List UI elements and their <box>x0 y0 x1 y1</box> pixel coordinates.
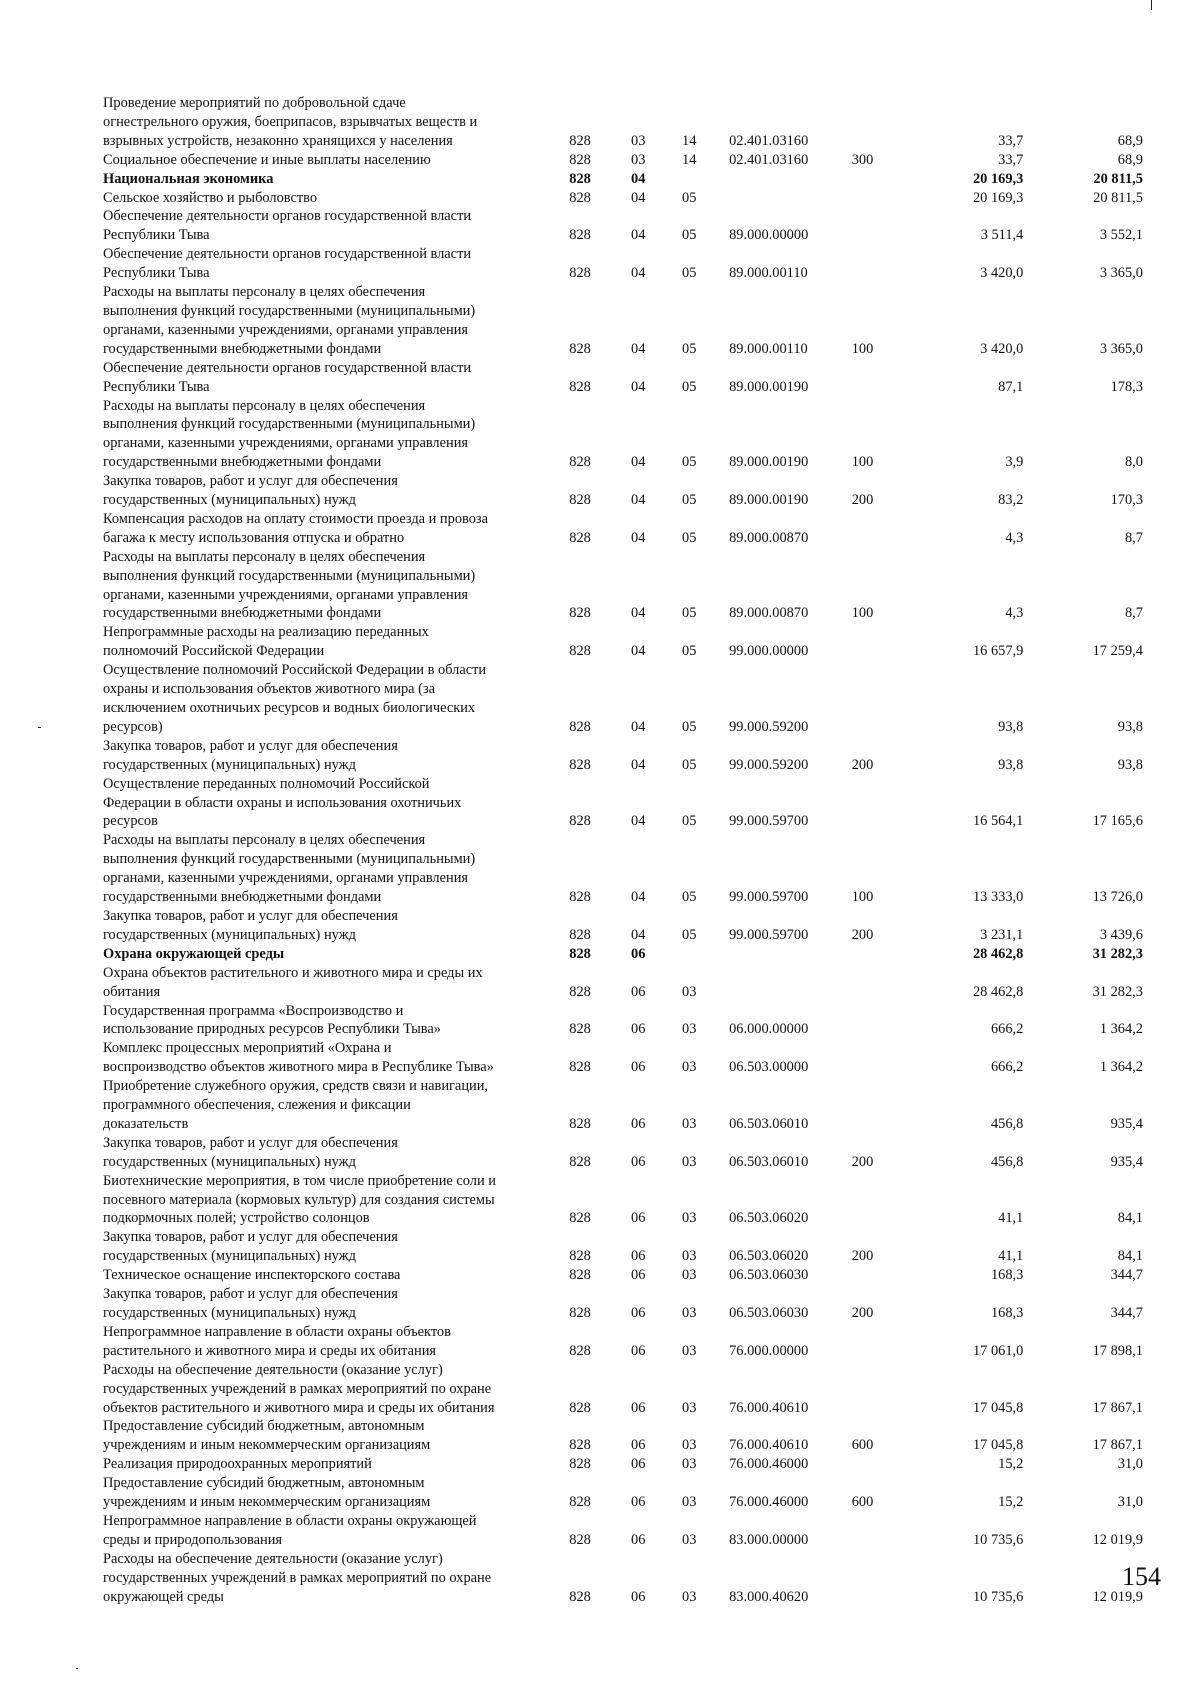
amount-year-1: 87,1 <box>998 378 1024 395</box>
row-name: Закупка товаров, работ и услуг для обеспечения государственных (муниципальных) нужд <box>103 1229 398 1265</box>
row-name: Закупка товаров, работ и услуг для обеспечения государственных (муниципальных) нужд <box>103 1286 398 1321</box>
subsection-code: 05 <box>682 926 697 943</box>
subsection-code: 03 <box>682 1399 697 1416</box>
amount-year-1: 4,3 <box>1005 529 1024 546</box>
expense-type-code: 100 <box>851 605 874 622</box>
amount-year-1: 168,3 <box>990 1305 1024 1321</box>
expense-type-code: 200 <box>851 492 874 509</box>
amount-year-1: 168,3 <box>990 1267 1024 1284</box>
expense-type-code: 200 <box>851 1153 874 1170</box>
admin-code: 828 <box>569 945 591 962</box>
admin-code: 828 <box>569 265 591 282</box>
expense-type-code: 100 <box>851 340 874 357</box>
row-name: Охрана окружающей среды <box>103 945 285 962</box>
amount-year-2: 31,0 <box>1117 1494 1143 1511</box>
amount-year-1: 41,1 <box>998 1210 1024 1227</box>
amount-year-2: 13 726,0 <box>1092 889 1143 906</box>
subsection-code: 03 <box>682 1267 697 1284</box>
target-article-code: 76.000.40610 <box>729 1399 809 1416</box>
row-name: Национальная экономика <box>103 170 274 187</box>
amount-year-1: 456,8 <box>990 1153 1024 1170</box>
table-row <box>103 1323 1143 1361</box>
subsection-code: 05 <box>682 605 697 622</box>
section-code: 04 <box>631 889 646 906</box>
table-row <box>103 1228 1143 1266</box>
admin-code: 828 <box>569 1248 591 1265</box>
amount-year-2: 84,1 <box>1117 1248 1143 1265</box>
section-code: 04 <box>631 340 646 357</box>
target-article-code: 83.000.40620 <box>729 1588 809 1605</box>
amount-year-2: 68,9 <box>1117 132 1143 149</box>
amount-year-1: 16 657,9 <box>972 643 1024 660</box>
admin-code: 828 <box>569 1115 591 1132</box>
admin-code: 828 <box>569 1153 591 1170</box>
amount-year-1: 17 061,0 <box>972 1342 1024 1359</box>
subsection-code: 05 <box>682 492 697 509</box>
amount-year-1: 3 420,0 <box>980 340 1024 357</box>
target-article-code: 76.000.46000 <box>729 1456 809 1473</box>
section-code: 06 <box>631 983 646 1000</box>
table-row <box>103 737 1143 775</box>
section-code: 04 <box>631 529 646 546</box>
row-name: Расходы на выплаты персоналу в целях обеспечения выполнения функций государственными (муниципальными) органами, казенными учреждениями, органами управления государственными внебюджетными фондами <box>103 397 476 471</box>
table-row <box>103 623 1143 661</box>
row-name: Охрана объектов растительного и животного мира и среды их обитания <box>103 964 483 1000</box>
target-article-code: 89.000.00870 <box>729 605 809 622</box>
amount-year-2: 31 282,3 <box>1092 983 1143 1000</box>
amount-year-2: 17 898,1 <box>1092 1342 1143 1359</box>
table-row <box>103 661 1143 737</box>
amount-year-1: 33,7 <box>998 132 1024 149</box>
target-article-code: 06.503.06010 <box>729 1115 809 1132</box>
table-row <box>103 831 1143 907</box>
target-article-code: 06.000.00000 <box>729 1021 809 1038</box>
row-name: Сельское хозяйство и рыболовство <box>103 189 318 206</box>
target-article-code: 06.503.06030 <box>729 1305 809 1321</box>
target-article-code: 89.000.00190 <box>729 454 809 471</box>
table-row <box>103 245 1143 283</box>
row-name: Приобретение служебного оружия, средств связи и навигации, программного обеспечения, слежения и фиксации доказательств <box>103 1078 489 1132</box>
table-row <box>103 964 1143 1002</box>
row-name: Расходы на выплаты персоналу в целях обеспечения выполнения функций государственными (муниципальными) органами, казенными учреждениями, органами управления государственными внебюджетными фондами <box>103 832 476 906</box>
table-row <box>103 1077 1143 1134</box>
table-row <box>103 397 1143 473</box>
row-name: Обеспечение деятельности органов государственной власти Республики Тыва <box>103 246 472 282</box>
amount-year-2: 3 552,1 <box>1099 227 1143 244</box>
section-code: 04 <box>631 378 646 395</box>
table-row <box>103 189 1143 208</box>
subsection-code: 14 <box>682 132 697 149</box>
row-name: Расходы на обеспечение деятельности (оказание услуг) государственных учреждений в рамках мероприятий по охране окружающей среды <box>103 1550 492 1605</box>
subsection-code: 03 <box>682 1248 697 1265</box>
section-code: 06 <box>631 1021 646 1038</box>
admin-code: 828 <box>569 889 591 906</box>
table-row <box>103 207 1143 245</box>
section-code: 06 <box>631 1456 646 1473</box>
table-row <box>103 1266 1143 1285</box>
target-article-code: 99.000.59200 <box>729 756 809 773</box>
subsection-code: 14 <box>682 151 697 168</box>
scan-mark <box>38 727 41 728</box>
amount-year-1: 3,9 <box>1005 454 1024 471</box>
subsection-code: 05 <box>682 189 697 206</box>
amount-year-2: 12 019,9 <box>1092 1588 1143 1605</box>
subsection-code: 03 <box>682 983 697 1000</box>
row-name: Закупка товаров, работ и услуг для обеспечения государственных (муниципальных) нужд <box>103 473 398 509</box>
section-code: 06 <box>631 1267 646 1284</box>
row-name: Осуществление полномочий Российской Федерации в области охраны и использования объектов животного мира (за исключением охотничьих ресурсов и водных биологических ресурсов) <box>103 662 487 735</box>
row-name: Расходы на выплаты персоналу в целях обеспечения выполнения функций государственными (муниципальными) органами, казенными учреждениями, органами управления государственными внебюджетными фондами <box>103 548 476 622</box>
subsection-code: 03 <box>682 1210 697 1227</box>
section-code: 06 <box>631 1210 646 1227</box>
amount-year-1: 456,8 <box>990 1115 1024 1132</box>
admin-code: 828 <box>569 983 591 1000</box>
amount-year-1: 17 045,8 <box>972 1437 1024 1454</box>
amount-year-2: 1 364,2 <box>1099 1021 1143 1038</box>
amount-year-1: 15,2 <box>998 1456 1024 1473</box>
admin-code: 828 <box>569 926 591 943</box>
admin-code: 828 <box>569 1342 591 1359</box>
subsection-code: 03 <box>682 1588 697 1605</box>
subsection-code: 03 <box>682 1153 697 1170</box>
section-code: 04 <box>631 170 646 187</box>
subsection-code: 05 <box>682 454 697 471</box>
amount-year-1: 15,2 <box>998 1494 1024 1511</box>
admin-code: 828 <box>569 1399 591 1416</box>
row-name: Закупка товаров, работ и услуг для обеспечения государственных (муниципальных) нужд <box>103 737 398 773</box>
table-row <box>103 1285 1143 1323</box>
amount-year-2: 3 365,0 <box>1099 340 1143 357</box>
table-row <box>103 1002 1143 1040</box>
subsection-code: 05 <box>682 529 697 546</box>
target-article-code: 99.000.00000 <box>729 643 809 660</box>
target-article-code: 89.000.00870 <box>729 529 809 546</box>
amount-year-1: 93,8 <box>998 756 1024 773</box>
admin-code: 828 <box>569 1437 591 1454</box>
section-code: 04 <box>631 718 646 735</box>
admin-code: 828 <box>569 1021 591 1038</box>
admin-code: 828 <box>569 813 591 830</box>
admin-code: 828 <box>569 454 591 471</box>
section-code: 06 <box>631 1059 646 1076</box>
amount-year-1: 17 045,8 <box>972 1399 1024 1416</box>
amount-year-1: 33,7 <box>998 151 1024 168</box>
amount-year-1: 20 169,3 <box>972 170 1024 187</box>
amount-year-1: 93,8 <box>998 718 1024 735</box>
admin-code: 828 <box>569 718 591 735</box>
target-article-code: 83.000.00000 <box>729 1531 809 1548</box>
table-row <box>103 1474 1143 1512</box>
amount-year-1: 28 462,8 <box>972 945 1024 962</box>
target-article-code: 89.000.00000 <box>729 227 809 244</box>
row-name: Компенсация расходов на оплату стоимости проезда и провоза багажа к месту использования отпуска и обратно <box>103 510 488 546</box>
subsection-code: 05 <box>682 643 697 660</box>
amount-year-2: 178,3 <box>1110 378 1143 395</box>
section-code: 06 <box>631 1305 646 1321</box>
target-article-code: 99.000.59700 <box>729 889 809 906</box>
subsection-code: 05 <box>682 340 697 357</box>
table-row <box>103 472 1143 510</box>
expense-type-code: 100 <box>851 889 874 906</box>
amount-year-2: 68,9 <box>1117 151 1143 168</box>
section-code: 03 <box>631 132 646 149</box>
expense-type-code: 300 <box>851 151 874 168</box>
admin-code: 828 <box>569 492 591 509</box>
target-article-code: 06.503.06020 <box>729 1210 809 1227</box>
subsection-code: 05 <box>682 889 697 906</box>
target-article-code: 89.000.00190 <box>729 492 809 509</box>
amount-year-1: 666,2 <box>990 1021 1024 1038</box>
table-row <box>103 1361 1143 1418</box>
admin-code: 828 <box>569 170 591 187</box>
table-row <box>103 1134 1143 1172</box>
row-name: Непрограммное направление в области охраны объектов растительного и животного мира и среды их обитания <box>103 1323 451 1359</box>
admin-code: 828 <box>569 529 591 546</box>
target-article-code: 89.000.00190 <box>729 378 809 395</box>
subsection-code: 03 <box>682 1437 697 1454</box>
subsection-code: 05 <box>682 813 697 830</box>
amount-year-2: 3 439,6 <box>1099 926 1143 943</box>
amount-year-2: 935,4 <box>1110 1153 1143 1170</box>
subsection-code: 03 <box>682 1305 697 1321</box>
target-article-code: 99.000.59700 <box>729 813 809 830</box>
target-article-code: 02.401.03160 <box>729 132 809 149</box>
admin-code: 828 <box>569 1456 591 1473</box>
admin-code: 828 <box>569 756 591 773</box>
row-name: Закупка товаров, работ и услуг для обеспечения государственных (муниципальных) нужд <box>103 1134 398 1170</box>
amount-year-1: 3 511,4 <box>980 227 1024 244</box>
expense-type-code: 600 <box>851 1437 874 1454</box>
subsection-code: 05 <box>682 378 697 395</box>
amount-year-1: 41,1 <box>998 1248 1024 1265</box>
amount-year-2: 93,8 <box>1117 718 1143 735</box>
admin-code: 828 <box>569 1305 591 1321</box>
target-article-code: 89.000.00110 <box>729 265 808 282</box>
target-article-code: 02.401.03160 <box>729 151 809 168</box>
amount-year-2: 170,3 <box>1110 492 1143 509</box>
amount-year-1: 10 735,6 <box>972 1531 1024 1548</box>
table-row <box>103 775 1143 832</box>
section-code: 06 <box>631 1588 646 1605</box>
section-code: 06 <box>631 1437 646 1454</box>
admin-code: 828 <box>569 1059 591 1076</box>
admin-code: 828 <box>569 340 591 357</box>
subsection-code: 03 <box>682 1342 697 1359</box>
amount-year-2: 20 811,5 <box>1093 170 1143 187</box>
section-code: 04 <box>631 643 646 660</box>
row-name: Расходы на обеспечение деятельности (оказание услуг) государственных учреждений в рамках мероприятий по охране объектов растительного и животного мира и среды их обитания <box>103 1361 495 1416</box>
section-code: 06 <box>631 945 646 962</box>
target-article-code: 76.000.00000 <box>729 1342 809 1359</box>
amount-year-2: 1 364,2 <box>1099 1059 1143 1076</box>
row-name: Реализация природоохранных мероприятий <box>103 1456 372 1473</box>
table-row <box>103 510 1143 548</box>
amount-year-2: 93,8 <box>1117 756 1143 773</box>
target-article-code: 06.503.06010 <box>729 1153 809 1170</box>
subsection-code: 03 <box>682 1115 697 1132</box>
table-row <box>103 907 1143 945</box>
table-row <box>103 1455 1143 1474</box>
target-article-code: 06.503.06020 <box>729 1248 809 1265</box>
amount-year-2: 12 019,9 <box>1092 1531 1143 1548</box>
amount-year-2: 31 282,3 <box>1092 945 1143 962</box>
scan-mark <box>76 1668 78 1669</box>
section-code: 06 <box>631 1342 646 1359</box>
row-name: Обеспечение деятельности органов государственной власти Республики Тыва <box>103 359 472 395</box>
row-name: Закупка товаров, работ и услуг для обеспечения государственных (муниципальных) нужд <box>103 907 398 943</box>
target-article-code: 06.503.00000 <box>729 1059 809 1076</box>
section-code: 04 <box>631 492 646 509</box>
section-code: 04 <box>631 454 646 471</box>
admin-code: 828 <box>569 189 591 206</box>
row-name: Государственная программа «Воспроизводство и использование природных ресурсов Республики Тыва» <box>103 1002 441 1038</box>
table-row <box>103 1172 1143 1229</box>
section-code: 06 <box>631 1153 646 1170</box>
section-code: 06 <box>631 1248 646 1265</box>
section-code: 06 <box>631 1399 646 1416</box>
admin-code: 828 <box>569 1531 591 1548</box>
admin-code: 828 <box>569 151 591 168</box>
section-code: 06 <box>631 1494 646 1511</box>
amount-year-2: 84,1 <box>1117 1210 1143 1227</box>
subsection-code: 05 <box>682 227 697 244</box>
target-article-code: 99.000.59700 <box>729 926 809 943</box>
amount-year-2: 344,7 <box>1110 1305 1143 1321</box>
amount-year-1: 20 169,3 <box>972 189 1024 206</box>
row-name: Обеспечение деятельности органов государственной власти Республики Тыва <box>103 208 472 244</box>
amount-year-1: 10 735,6 <box>972 1588 1024 1605</box>
expense-type-code: 200 <box>851 926 874 943</box>
row-name: Непрограммное направление в области охраны окружающей среды и природопользования <box>103 1512 477 1548</box>
admin-code: 828 <box>569 1210 591 1227</box>
subsection-code: 03 <box>682 1059 697 1076</box>
amount-year-2: 935,4 <box>1110 1115 1143 1132</box>
table-row <box>103 359 1143 397</box>
target-article-code: 76.000.46000 <box>729 1494 809 1511</box>
subsection-code: 03 <box>682 1531 697 1548</box>
expense-type-code: 100 <box>851 454 874 471</box>
amount-year-2: 31,0 <box>1117 1456 1143 1473</box>
amount-year-1: 3 420,0 <box>980 265 1024 282</box>
expense-type-code: 200 <box>851 756 874 773</box>
expense-type-code: 600 <box>851 1494 874 1511</box>
subsection-code: 03 <box>682 1021 697 1038</box>
section-code: 04 <box>631 813 646 830</box>
table-row <box>103 1550 1143 1607</box>
amount-year-2: 17 867,1 <box>1092 1399 1143 1416</box>
admin-code: 828 <box>569 378 591 395</box>
target-article-code: 06.503.06030 <box>729 1267 809 1284</box>
amount-year-1: 666,2 <box>990 1059 1024 1076</box>
section-code: 06 <box>631 1531 646 1548</box>
admin-code: 828 <box>569 1267 591 1284</box>
row-name: Непрограммные расходы на реализацию переданных полномочий Российской Федерации <box>103 624 429 660</box>
row-name: Социальное обеспечение и иные выплаты населению <box>103 151 431 168</box>
admin-code: 828 <box>569 132 591 149</box>
budget-table <box>103 94 1143 1607</box>
subsection-code: 05 <box>682 718 697 735</box>
amount-year-1: 3 231,1 <box>980 926 1024 943</box>
amount-year-2: 17 259,4 <box>1092 643 1143 660</box>
amount-year-2: 17 867,1 <box>1092 1437 1143 1454</box>
amount-year-1: 16 564,1 <box>972 813 1024 830</box>
amount-year-1: 4,3 <box>1005 605 1024 622</box>
table-row <box>103 1512 1143 1550</box>
admin-code: 828 <box>569 605 591 622</box>
row-name: Осуществление переданных полномочий Российской Федерации в области охраны и использования охотничьих ресурсов <box>103 775 462 830</box>
amount-year-2: 8,0 <box>1124 454 1143 471</box>
table-row <box>103 94 1143 151</box>
subsection-code: 03 <box>682 1494 697 1511</box>
admin-code: 828 <box>569 1588 591 1605</box>
expense-type-code: 200 <box>851 1248 874 1265</box>
section-code: 04 <box>631 227 646 244</box>
table-row <box>103 945 1143 964</box>
amount-year-2: 17 165,6 <box>1092 813 1143 830</box>
amount-year-1: 13 333,0 <box>972 889 1024 906</box>
row-name: Проведение мероприятий по добровольной сдаче огнестрельного оружия, боеприпасов, взрывчатых веществ и взрывных устройств, незаконно хранящихся у населения <box>103 95 478 149</box>
amount-year-2: 8,7 <box>1124 605 1143 622</box>
row-name: Предоставление субсидий бюджетным, автономным учреждениям и иным некоммерческим организациям <box>103 1418 431 1454</box>
target-article-code: 99.000.59200 <box>729 718 809 735</box>
row-name: Предоставление субсидий бюджетным, автономным учреждениям и иным некоммерческим организациям <box>103 1475 431 1511</box>
admin-code: 828 <box>569 227 591 244</box>
table-row <box>103 1039 1143 1077</box>
expense-type-code: 200 <box>851 1305 874 1321</box>
table-row <box>103 1417 1143 1455</box>
amount-year-2: 20 811,5 <box>1093 189 1143 206</box>
amount-year-1: 83,2 <box>998 492 1024 509</box>
section-code: 06 <box>631 1115 646 1132</box>
section-code: 04 <box>631 265 646 282</box>
section-code: 03 <box>631 151 646 168</box>
section-code: 04 <box>631 189 646 206</box>
table-row <box>103 170 1143 189</box>
admin-code: 828 <box>569 643 591 660</box>
table-row <box>103 283 1143 359</box>
section-code: 04 <box>631 605 646 622</box>
row-name: Биотехнические мероприятия, в том числе приобретение соли и посевного материала (кормовых культур) для создания системы подкормочных полей; устройство солонцов <box>103 1172 496 1227</box>
amount-year-2: 344,7 <box>1110 1267 1143 1284</box>
subsection-code: 05 <box>682 756 697 773</box>
subsection-code: 03 <box>682 1456 697 1473</box>
table-row <box>103 548 1143 624</box>
amount-year-2: 3 365,0 <box>1099 265 1143 282</box>
section-code: 04 <box>631 756 646 773</box>
page-number: 154 <box>1122 1562 1161 1591</box>
admin-code: 828 <box>569 1494 591 1511</box>
row-name: Комплекс процессных мероприятий «Охрана и воспроизводство объектов животного мира в Республике Тыва» <box>103 1040 494 1076</box>
target-article-code: 89.000.00110 <box>729 340 808 357</box>
scan-mark <box>1151 0 1152 10</box>
subsection-code: 05 <box>682 265 697 282</box>
section-code: 04 <box>631 926 646 943</box>
row-name: Расходы на выплаты персоналу в целях обеспечения выполнения функций государственными (муниципальными) органами, казенными учреждениями, органами управления государственными внебюджетными фондами <box>103 284 476 357</box>
amount-year-1: 28 462,8 <box>972 983 1024 1000</box>
target-article-code: 76.000.40610 <box>729 1437 809 1454</box>
row-name: Техническое оснащение инспекторского состава <box>103 1267 401 1284</box>
amount-year-2: 8,7 <box>1124 529 1143 546</box>
table-row <box>103 151 1143 170</box>
